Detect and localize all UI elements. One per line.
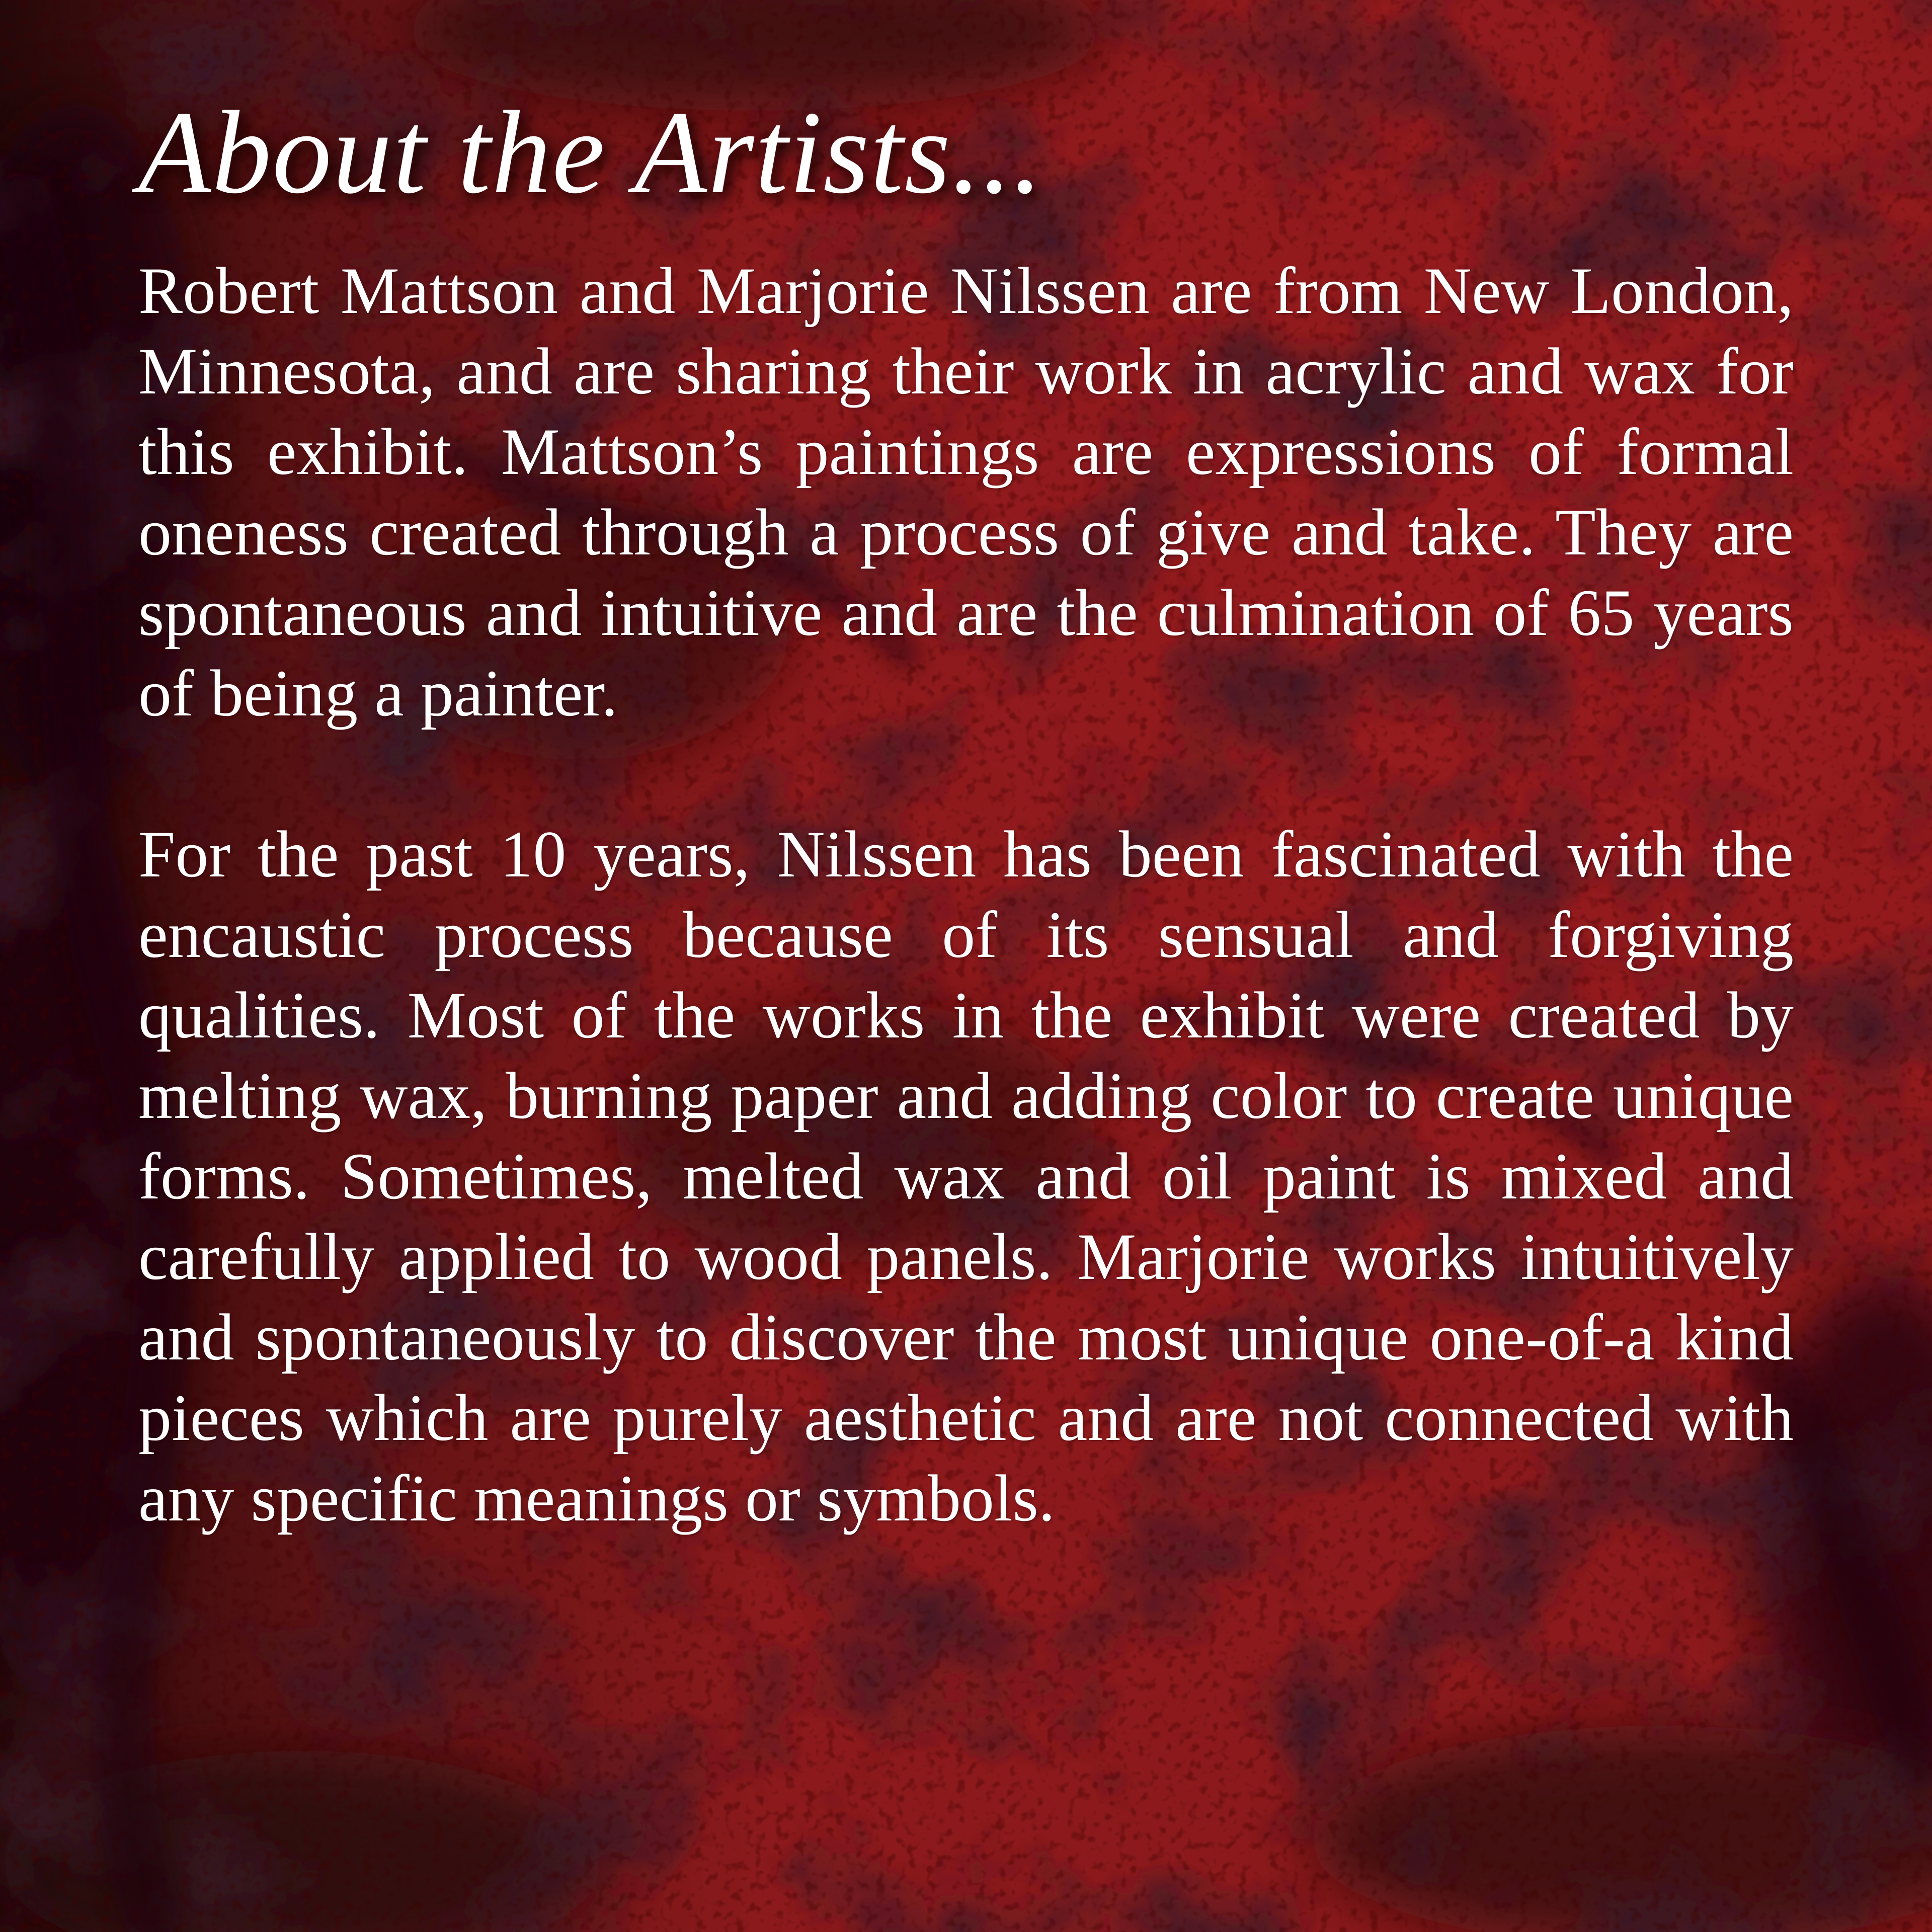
about-artists-panel: [138, 87, 1794, 1539]
paragraph-nilssen: For the past 10 years, Nilssen has been fascinated with the encaustic process because of its sensual and forgiving qualities. Most of the works in the exhibit were created by melting wax, burning paper and adding color to create unique forms. Sometimes, melted wax and oil paint is mixed and carefully applied to wood panels. Marjorie works intuitively and spontaneously to discover the most unique one-of-a kind pieces which are purely aesthetic and are not connected with any specific meanings or symbols.: [138, 817, 1794, 1535]
paragraph-mattson: Robert Mattson and Marjorie Nilssen are from New London, Minnesota, and are sharing their work in acrylic and wax for this exhibit. Mattson’s paintings are expressions of formal oneness created through a process of give and take. They are spontaneous and intuitive and are the culmination of 65 years of being a painter.: [138, 253, 1794, 730]
page-title: About the Artists...: [138, 87, 1044, 218]
